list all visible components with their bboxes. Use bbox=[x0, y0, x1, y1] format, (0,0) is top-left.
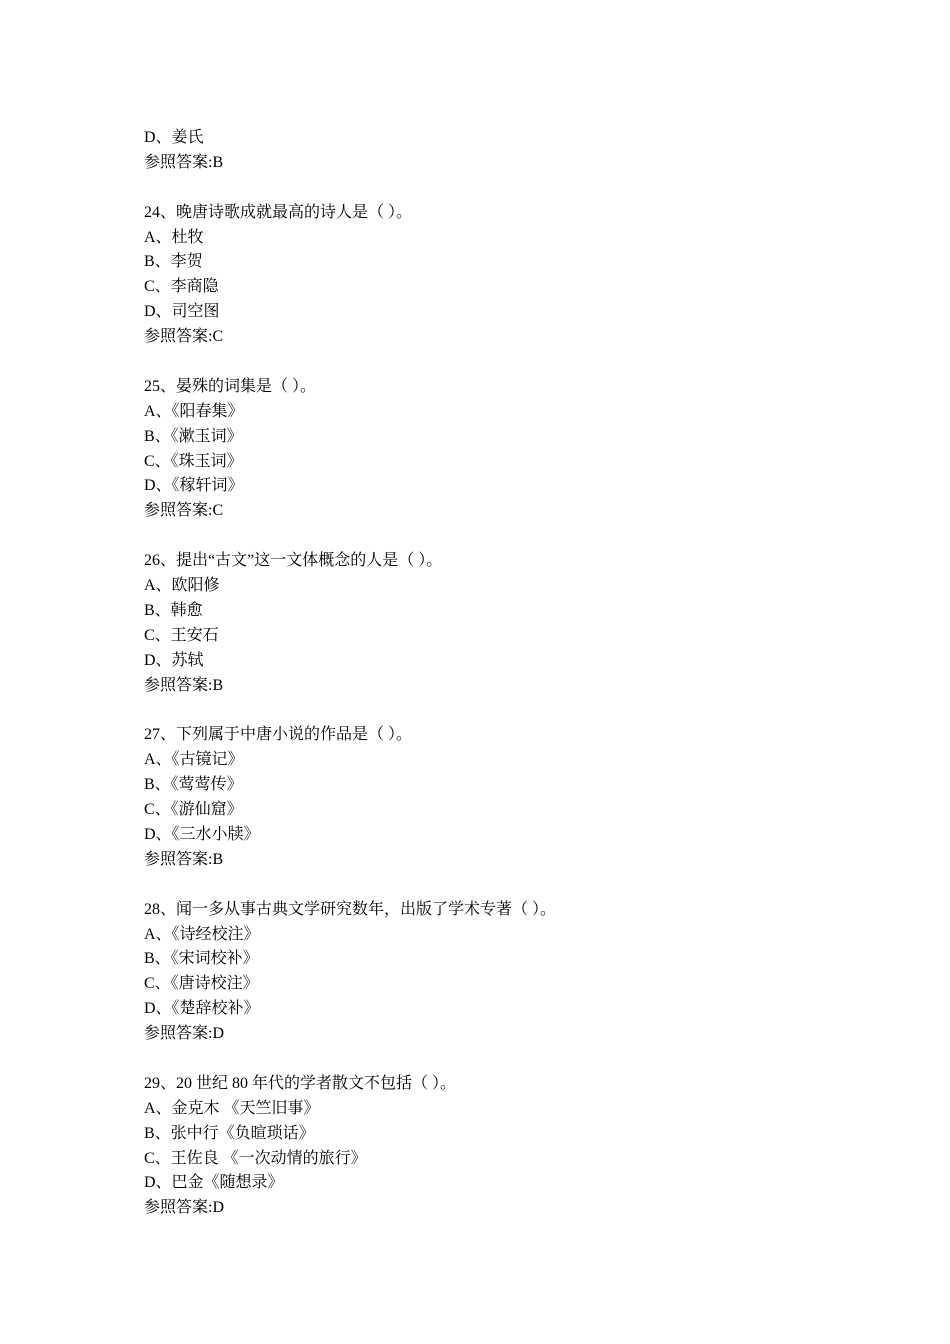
spacer bbox=[144, 698, 844, 723]
question-stem: 27、下列属于中唐小说的作品是（ ）。 bbox=[144, 726, 413, 744]
question-stem: 29、20 世纪 80 年代的学者散文不包括（ ）。 bbox=[144, 1074, 457, 1092]
option-c: C、《游仙窟》 bbox=[144, 801, 243, 819]
option-c: C、《唐诗校注》 bbox=[144, 975, 259, 993]
question-26 bbox=[144, 549, 844, 698]
option-d: D、《稼轩词》 bbox=[144, 477, 244, 495]
question-stem: 28、闻一多从事古典文学研究数年，出版了学术专著（ ）。 bbox=[144, 900, 557, 918]
spacer bbox=[144, 1047, 844, 1072]
spacer bbox=[144, 524, 844, 549]
option-d: D、《三水小牍》 bbox=[144, 825, 260, 843]
option-b: B、李贺 bbox=[144, 253, 203, 271]
question-29 bbox=[144, 1072, 844, 1221]
question-28 bbox=[144, 898, 844, 1047]
reference-answer: 参照答案:D bbox=[144, 1199, 225, 1217]
option-b: B、《宋词校补》 bbox=[144, 950, 259, 968]
spacer bbox=[144, 176, 844, 201]
option-c: C、王安石 bbox=[144, 626, 219, 644]
option-d: D、巴金《随想录》 bbox=[144, 1174, 284, 1192]
option-d: D、司空图 bbox=[144, 303, 220, 321]
option-d: D、《楚辞校补》 bbox=[144, 1000, 260, 1018]
question-25 bbox=[144, 375, 844, 524]
reference-answer: 参照答案:B bbox=[144, 850, 224, 868]
option-b: B、张中行《负暄琐话》 bbox=[144, 1124, 315, 1142]
option-a: A、《古镜记》 bbox=[144, 751, 244, 769]
question-fragment bbox=[144, 126, 844, 176]
spacer bbox=[144, 873, 844, 898]
reference-answer: 参照答案:D bbox=[144, 1025, 225, 1043]
option-c: C、《珠玉词》 bbox=[144, 452, 243, 470]
reference-answer: 参照答案:B bbox=[144, 676, 224, 694]
option-b: B、《漱玉词》 bbox=[144, 427, 243, 445]
reference-answer: 参照答案:B bbox=[144, 153, 224, 171]
option-d: D、姜氏 bbox=[144, 129, 204, 146]
question-24 bbox=[144, 201, 844, 350]
option-a: A、杜牧 bbox=[144, 228, 204, 246]
spacer bbox=[144, 350, 844, 375]
question-stem: 26、提出“古文”这一文体概念的人是（ ）。 bbox=[144, 552, 443, 570]
option-a: A、《阳春集》 bbox=[144, 402, 244, 420]
option-b: B、韩愈 bbox=[144, 601, 203, 619]
question-27 bbox=[144, 723, 844, 872]
option-c: C、王佐良 《一次动情的旅行》 bbox=[144, 1149, 367, 1167]
option-d: D、苏轼 bbox=[144, 651, 204, 669]
option-a: A、欧阳修 bbox=[144, 577, 220, 595]
option-c: C、李商隐 bbox=[144, 278, 219, 296]
option-a: A、《诗经校注》 bbox=[144, 925, 260, 943]
document-page bbox=[144, 126, 844, 1221]
question-stem: 24、晚唐诗歌成就最高的诗人是（ ）。 bbox=[144, 203, 413, 221]
reference-answer: 参照答案:C bbox=[144, 328, 224, 346]
option-b: B、《莺莺传》 bbox=[144, 776, 243, 794]
reference-answer: 参照答案:C bbox=[144, 502, 224, 520]
question-stem: 25、晏殊的词集是（ ）。 bbox=[144, 377, 317, 395]
option-a: A、金克木 《天竺旧事》 bbox=[144, 1099, 320, 1117]
